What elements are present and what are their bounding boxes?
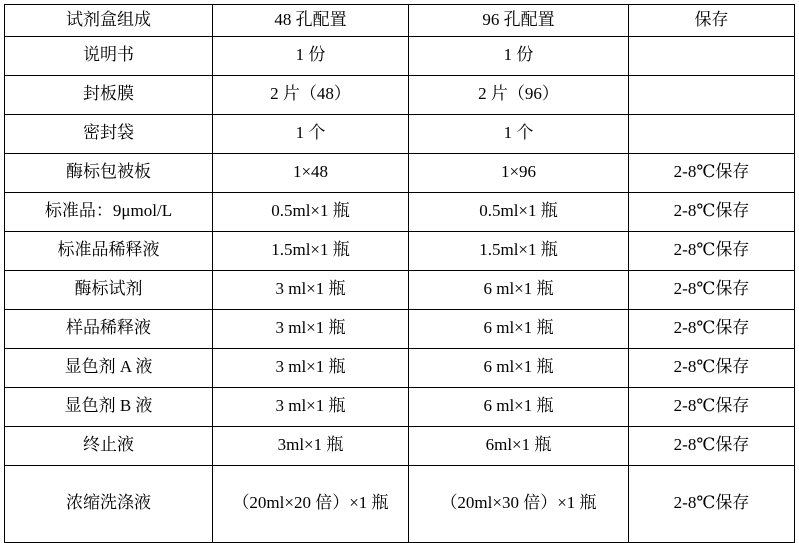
table-row	[5, 75, 795, 114]
cell-48-well: 3 ml×1 瓶	[213, 387, 409, 426]
cell-storage	[629, 114, 795, 153]
cell-storage	[629, 75, 795, 114]
cell-component: 封板膜	[5, 75, 213, 114]
table-body	[5, 5, 795, 543]
cell-96-well: 1 份	[409, 36, 629, 75]
cell-96-well: 6 ml×1 瓶	[409, 270, 629, 309]
cell-96-well: 6 ml×1 瓶	[409, 309, 629, 348]
table-row	[5, 192, 795, 231]
cell-component: 样品稀释液	[5, 309, 213, 348]
cell-component: 标准品稀释液	[5, 231, 213, 270]
column-header-48-well: 48 孔配置	[213, 5, 409, 37]
cell-96-well: 6 ml×1 瓶	[409, 348, 629, 387]
cell-component: 显色剂 B 液	[5, 387, 213, 426]
table-row	[5, 387, 795, 426]
table-header-row	[5, 5, 795, 37]
cell-96-well: 1 个	[409, 114, 629, 153]
cell-48-well: 0.5ml×1 瓶	[213, 192, 409, 231]
cell-storage: 2-8℃保存	[629, 387, 795, 426]
cell-component: 说明书	[5, 36, 213, 75]
table-row	[5, 36, 795, 75]
cell-96-well: 6ml×1 瓶	[409, 426, 629, 465]
cell-48-well: 3 ml×1 瓶	[213, 309, 409, 348]
table-row	[5, 114, 795, 153]
cell-48-well: 3 ml×1 瓶	[213, 348, 409, 387]
cell-48-well: （20ml×20 倍）×1 瓶	[213, 465, 409, 542]
column-header-storage: 保存	[629, 5, 795, 37]
table-row	[5, 231, 795, 270]
cell-48-well: 2 片（48）	[213, 75, 409, 114]
cell-component: 密封袋	[5, 114, 213, 153]
cell-storage: 2-8℃保存	[629, 231, 795, 270]
cell-component: 显色剂 A 液	[5, 348, 213, 387]
cell-48-well: 1 份	[213, 36, 409, 75]
cell-96-well: 0.5ml×1 瓶	[409, 192, 629, 231]
cell-48-well: 3 ml×1 瓶	[213, 270, 409, 309]
cell-component: 浓缩洗涤液	[5, 465, 213, 542]
cell-component: 酶标试剂	[5, 270, 213, 309]
table-row	[5, 270, 795, 309]
cell-48-well: 1×48	[213, 153, 409, 192]
table-row	[5, 153, 795, 192]
cell-48-well: 3ml×1 瓶	[213, 426, 409, 465]
cell-storage: 2-8℃保存	[629, 348, 795, 387]
cell-96-well: （20ml×30 倍）×1 瓶	[409, 465, 629, 542]
cell-storage: 2-8℃保存	[629, 153, 795, 192]
table-row	[5, 348, 795, 387]
cell-storage: 2-8℃保存	[629, 192, 795, 231]
column-header-component: 试剂盒组成	[5, 5, 213, 37]
cell-storage	[629, 36, 795, 75]
table-row	[5, 426, 795, 465]
cell-96-well: 6 ml×1 瓶	[409, 387, 629, 426]
cell-storage: 2-8℃保存	[629, 465, 795, 542]
cell-storage: 2-8℃保存	[629, 309, 795, 348]
cell-96-well: 1.5ml×1 瓶	[409, 231, 629, 270]
cell-component: 标准品：9μmol/L	[5, 192, 213, 231]
cell-component: 酶标包被板	[5, 153, 213, 192]
cell-component: 终止液	[5, 426, 213, 465]
cell-96-well: 1×96	[409, 153, 629, 192]
cell-96-well: 2 片（96）	[409, 75, 629, 114]
cell-storage: 2-8℃保存	[629, 270, 795, 309]
kit-composition-table	[4, 4, 795, 543]
cell-storage: 2-8℃保存	[629, 426, 795, 465]
column-header-96-well: 96 孔配置	[409, 5, 629, 37]
cell-48-well: 1 个	[213, 114, 409, 153]
table-row	[5, 309, 795, 348]
cell-48-well: 1.5ml×1 瓶	[213, 231, 409, 270]
